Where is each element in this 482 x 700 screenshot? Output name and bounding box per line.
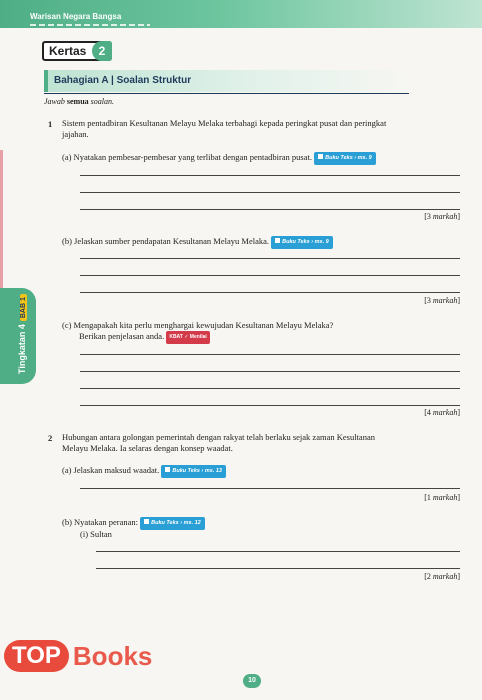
marks-label [424,212,460,221]
subquestion-text: (a) Nyatakan pembesar-pembesar yang terlibat dengan pentadbiran pusat. [62,152,313,162]
subquestion-b [62,236,333,249]
watermark-top: TOP [4,640,69,672]
textbook-reference: Buku Teks › ms. 12 [151,520,201,526]
instruction-suffix: soalan. [90,97,115,106]
answer-line [80,371,460,372]
instruction-prefix: Jawab [44,97,65,106]
chapter-side-label [12,294,30,374]
marks-word: markah [432,408,458,417]
marks-word: markah [432,493,458,502]
subquestion-text: (b) Nyatakan peranan: [62,517,138,527]
question-number: 2 [48,433,53,443]
answer-line [80,354,460,355]
textbook-reference-badge [314,152,376,165]
answer-line [80,192,460,193]
book-icon [318,154,323,159]
instruction-bold: semua [66,97,89,106]
marks-end: ] [457,493,460,502]
subquestion-item: (i) Sultan [80,529,112,539]
answer-line [80,275,460,276]
answer-line [96,551,460,552]
subquestion-text: Berikan penjelasan anda. [79,331,165,341]
marks-end: ] [457,572,460,581]
answer-line [80,209,460,210]
book-icon [165,467,170,472]
answer-line [80,292,460,293]
book-icon [275,238,280,243]
question-text: Melayu Melaka. Ia selaras dengan konsep waadat. [62,443,233,453]
textbook-reference-badge [161,465,226,478]
header-title: Warisan Negara Bangsa [30,12,122,21]
question-text: Sistem pentadbiran Kesultanan Melayu Melaka terbahagi kepada peringkat pusat dan peringkat [62,118,387,128]
subquestion-a [62,152,376,165]
question-text: Hubungan antara golongan pemerintah dengan rakyat telah berlaku sejak zaman Kesultanan [62,432,375,442]
watermark-books: Books [72,640,153,671]
marks-label [424,296,460,305]
subquestion-text: (a) Jelaskan maksud waadat. [62,465,160,475]
marks-end: ] [457,296,460,305]
marks-number: [2 [424,572,431,581]
answer-line [80,258,460,259]
paper-number: 2 [92,41,112,61]
marks-end: ] [457,408,460,417]
marks-word: markah [432,572,458,581]
textbook-reference: Buku Teks › ms. 13 [172,468,222,474]
answer-line [80,175,460,176]
question-text: jajahan. [62,129,89,139]
page-number: 10 [243,674,261,688]
marks-number: [3 [424,296,431,305]
answer-line [80,488,460,489]
subquestion-a [62,465,226,478]
instruction [44,97,114,106]
textbook-reference-badge [140,517,205,530]
marks-number: [4 [424,408,431,417]
marks-label [424,572,460,581]
paper-label-text: Kertas [49,44,87,58]
answer-line [80,405,460,406]
answer-line [80,388,460,389]
watermark-logo [4,640,152,678]
section-title: Bahagian A | Soalan Struktur [44,70,409,92]
subquestion-c: (c) Mengapakah kita perlu menghargai kewujudan Kesultanan Melayu Melaka? [62,320,334,330]
paper-label [42,41,112,61]
textbook-reference: Buku Teks › ms. 9 [282,239,329,245]
textbook-reference: Buku Teks › ms. 9 [325,155,372,161]
answer-line [96,568,460,569]
header-divider [30,24,150,26]
marks-label [424,493,460,502]
marks-number: [3 [424,212,431,221]
marks-label [424,408,460,417]
question-number: 1 [48,119,53,129]
marks-word: markah [432,212,458,221]
textbook-reference-badge [271,236,333,249]
kbat-badge: KBAT ✓ Menilai [166,331,209,344]
marks-word: markah [432,296,458,305]
chapter-badge: BAB 1 [20,294,27,321]
marks-end: ] [457,212,460,221]
subquestion-c-line2 [79,331,210,344]
subquestion-text: (b) Jelaskan sumber pendapatan Kesultanan Melayu Melaka. [62,236,269,246]
book-icon [144,519,149,524]
marks-number: [1 [424,493,431,502]
form-label: Tingkatan 4 [17,324,27,374]
